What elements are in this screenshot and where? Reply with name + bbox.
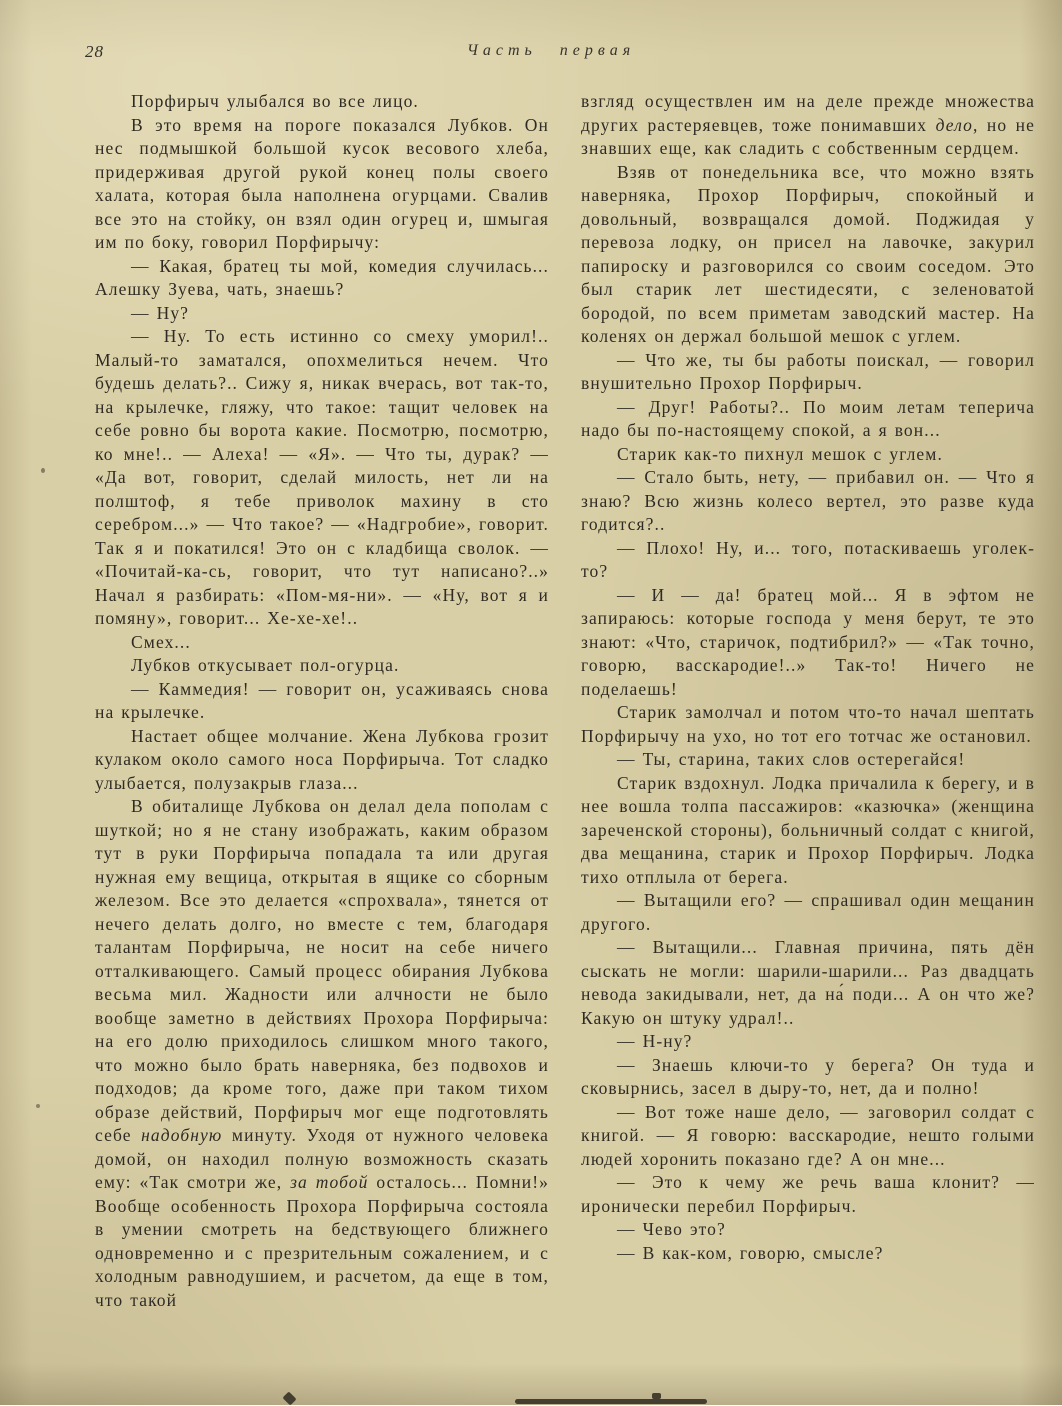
paragraph: — Знаешь ключи-то у берега? Он туда и сковырнись, засел в дыру-то, нет, да и полно! — [581, 1054, 1035, 1098]
paragraph: — Плохо! Ну, и... того, потаскиваешь уголек-то? — [581, 537, 1035, 581]
paragraph: — Ну? — [131, 302, 190, 323]
scan-speck — [652, 1393, 661, 1399]
paragraph: взгляд осуществлен им на деле прежде множества других растеряевцев, тоже понимавших дело, но не знавших еще, как сладить с собственным сердцем. — [581, 91, 1035, 158]
page-number: 28 — [85, 42, 104, 61]
paragraph: — Вот тоже наше дело, — заговорил солдат с книгой. — Я говорю: васскародие, нешто голыми людей хоронить показано где? А он мне... — [581, 1101, 1035, 1169]
paragraph: Настает общее молчание. Жена Лубкова грозит кулаком около самого носа Порфирыча. Тот сладко улыбается, полузакрыв глаза... — [95, 725, 549, 793]
paragraph: — Что же, ты бы работы поискал, — говорил внушительно Прохор Порфирыч. — [581, 349, 1035, 393]
paragraph: Взяв от понедельника все, что можно взять наверняка, Прохор Порфирыч, спокойный и довольный, возвращался домой. Поджидая у перевоза лодку, он присел на лавочке, закурил папироску и разговорился со своим соседом. Это был старик лет шестидесяти, с зеленоватой бородой, по всем приметам заводский мастер. На коленях он держал большой мешок с углем. — [581, 161, 1035, 346]
paragraph: — Какая, братец ты мой, комедия случилась... Алешку Зуева, чать, знаешь? — [95, 255, 549, 299]
paragraph: — Это к чему же речь ваша клонит? — иронически перебил Порфирыч. — [581, 1172, 1035, 1216]
paragraph: Старик вздохнул. Лодка причалила к берегу, и в нее вошла толпа пассажиров: «казючка» (женщина зареченской стороны), больничный солдат с книгой, два мещанина, старик и Прохор Порфирыч. Лодка тихо отплыла от берега. — [581, 772, 1035, 887]
paragraph: В это время на пороге показался Лубков. Он нес подмышкой большой кусок весового хлеба, придерживая другой рукой конец полы своего халата, которая была наполнена огурцами. Свалив все это на стойку, он взял один огурец и, шмыгая им по боку, говорил Порфирычу: — [95, 114, 549, 252]
paragraph: — Вытащили его? — спрашивал один мещанин другого. — [581, 890, 1035, 934]
text-columns — [95, 90, 1035, 1390]
right-column — [581, 90, 1035, 1390]
scan-speck — [36, 1104, 40, 1108]
paragraph: В обиталище Лубкова он делал дела пополам с шуткой; но я не стану изображать, каким образом тут в руки Порфирыча попадала та или другая нужная ему вещица, открытая в ящике со сборным железом. Все это делается «спрохвала», тянется от нечего делать долго, но вместе с тем, благодаря талантам Порфирыча, не носит на себе ничего отталкивающего. Самый процесс обирания Лубкова весьма мил. Жадности или алчности не было вообще заметно в действиях Прохора Порфирыча: на его долю приходилось слишком много такого, что можно было брать наверняка, без подвохов и подходов; да кроме того, даже при таком тихом образе действий, Порфирыч мог еще подготовлять себе надобную минуту. Уходя от нужного человека домой, он находил полную возможность сказать ему: «Так смотри же, за тобой осталось... Помни!» Вообще особенность Прохора Порфирыча состояла в умении смотреть на бедствующего ближнего одновременно и с презрительным сожалением, и с холодным равнодушием, и расчетом, да еще в том, что такой — [95, 796, 549, 1310]
paragraph: — Стало быть, нету, — прибавил он. — Что я знаю? Всю жизнь колесо вертел, это разве куда годится?.. — [581, 467, 1035, 534]
paragraph: — Чево это? — [617, 1219, 726, 1239]
paragraph: — И — да! братец мой... Я в эфтом не запираюсь: которые господа у меня берут, те это знают: «Что, старичок, подтибрил?» — «Так точно, говорю, васскародие!..» Так-то! Ничего не поделаешь! — [581, 584, 1035, 699]
paragraph: Порфирыч улыбался во все лицо. — [131, 91, 419, 111]
paragraph: — Ну. То есть истинно со смеху уморил!.. Малый-то заматался, опохмелиться нечем. Что будешь делать?.. Сижу я, никак вчерась, вот так-то, на крылечке, гляжу, что такое: тащит человек на себе ровно бы ворота какие. Посмотрю, посмотрю, ко мне!.. — Алеха! — «Я». — Что ты, дурак? — «Да вот, говорит, сделай милость, нет ли на полштоф, я тебе приволок махину в сто серебром...» — Что такое? — «Надгробие», говорит. Так я и покатился! Это он с кладбища сволок. — «Почитай-ка-сь, говорит, что тут написано?..» Начал я разбирать: «Пом-мя-ни». — «Ну, вот я и помяну», говорит... Хе-хе-хе!.. — [95, 326, 549, 628]
paragraph: — Каммедия! — говорит он, усаживаясь снова на крылечке. — [95, 678, 549, 722]
page-header — [85, 42, 1017, 68]
scan-speck — [515, 1399, 707, 1404]
paragraph: Смех... — [131, 631, 191, 652]
paragraph: — Друг! Работы?.. По моим летам теперича надо бы по-настоящему спокой, а я вон... — [581, 396, 1035, 440]
scan-speck — [41, 468, 45, 473]
running-head: Часть первая — [466, 42, 636, 59]
paragraph: — Н-ну? — [617, 1031, 693, 1051]
paragraph: Старик как-то пихнул мешок с углем. — [617, 443, 943, 464]
paragraph: — Ты, старина, таких слов остерегайся! — [617, 749, 966, 769]
paragraph: Старик замолчал и потом что-то начал шептать Порфирычу на ухо, но тот его тотчас же остановил. — [581, 702, 1035, 746]
scan-speck — [282, 1391, 296, 1405]
paragraph: Лубков откусывает пол-огурца. — [131, 655, 400, 675]
paragraph: — Вытащили... Главная причина, пять дён сыскать не могли: шарили-шарили... Раз двадцать невода закидывали, нет, да на́ поди... А он что же? Какую он штуку удрал!.. — [581, 937, 1035, 1028]
paragraph: — В как-ком, говорю, смысле? — [617, 1242, 884, 1263]
left-column — [95, 90, 549, 1390]
